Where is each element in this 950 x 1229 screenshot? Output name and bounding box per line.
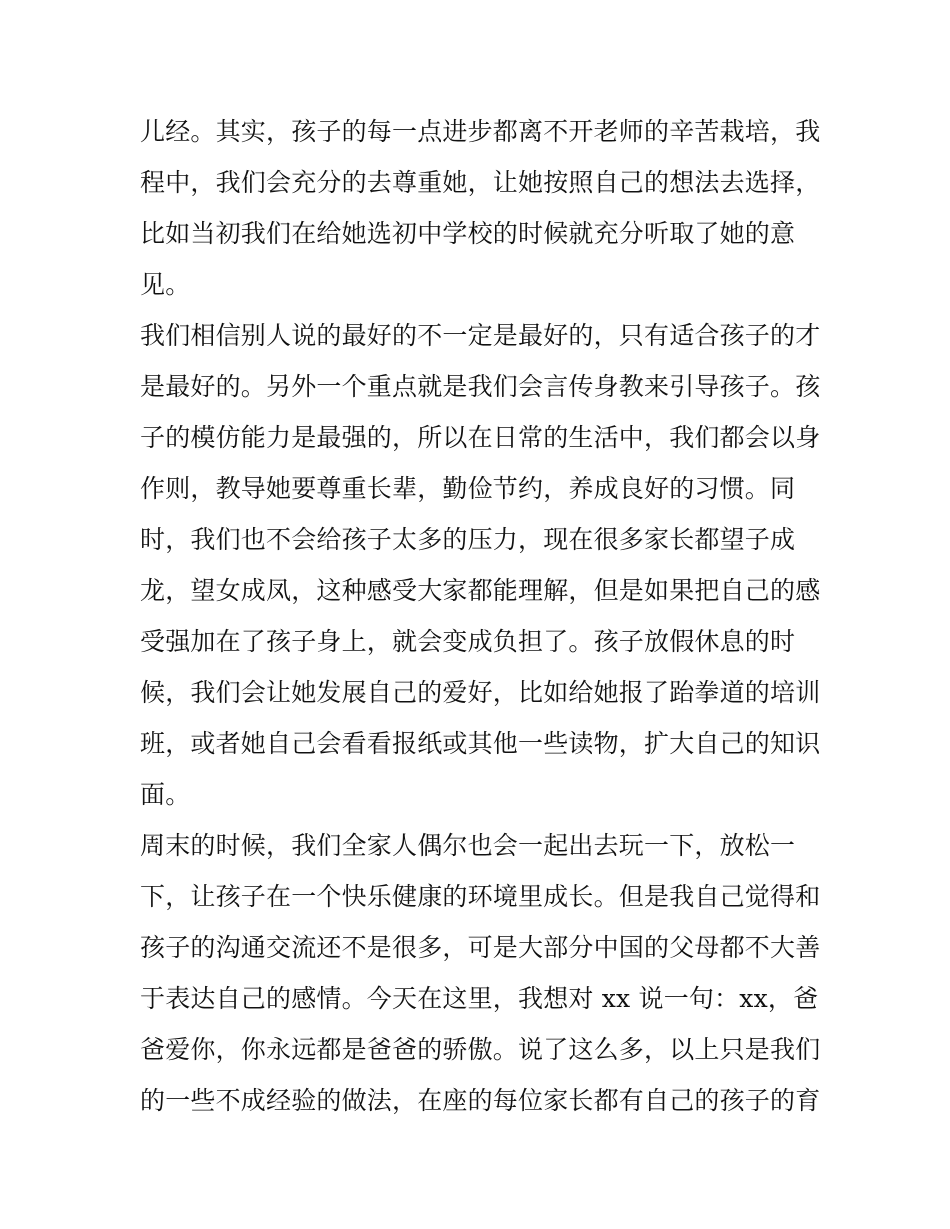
text-line: 受强加在了孩子身上，就会变成负担了。孩子放假休息的时 (140, 627, 796, 656)
text-line: 比如当初我们在给她选初中学校的时候就充分听取了她的意 (140, 219, 796, 248)
text-line: 见。 (140, 270, 191, 299)
text-line: 的一些不成经验的做法，在座的每位家长都有自己的孩子的育 (140, 1086, 821, 1115)
body-text (140, 106, 820, 1126)
text-line: 是最好的。另外一个重点就是我们会言传身教来引导孩子。孩 (140, 372, 821, 401)
text-line: 孩子的沟通交流还不是很多，可是大部分中国的父母都不大善 (140, 933, 821, 962)
text-line: 于表达自己的感情。今天在这里，我想对 xx 说一句：xx，爸 (140, 984, 819, 1013)
text-line: 子的模仿能力是最强的，所以在日常的生活中，我们都会以身 (140, 423, 821, 452)
text-line: 作则，教导她要尊重长辈，勤俭节约，养成良好的习惯。同 (140, 474, 796, 503)
text-line: 龙，望女成凤，这种感受大家都能理解，但是如果把自己的感 (140, 576, 821, 605)
text-line: 班，或者她自己会看看报纸或其他一些读物，扩大自己的知识 (140, 729, 821, 758)
text-line: 程中，我们会充分的去尊重她，让她按照自己的想法去选择， (140, 168, 821, 197)
text-line: 下，让孩子在一个快乐健康的环境里成长。但是我自己觉得和 (140, 882, 821, 911)
text-line: 周末的时候，我们全家人偶尔也会一起出去玩一下，放松一 (140, 831, 796, 860)
text-line: 候，我们会让她发展自己的爱好，比如给她报了跆拳道的培训 (140, 678, 821, 707)
text-line: 我们相信别人说的最好的不一定是最好的，只有适合孩子的才 (140, 321, 821, 350)
text-line: 面。 (140, 780, 191, 809)
text-line: 儿经。其实，孩子的每一点进步都离不开老师的辛苦栽培，我 (140, 117, 821, 146)
text-line: 爸爱你，你永远都是爸爸的骄傲。说了这么多，以上只是我们 (140, 1035, 821, 1064)
text-line: 时，我们也不会给孩子太多的压力，现在很多家长都望子成 (140, 525, 796, 554)
